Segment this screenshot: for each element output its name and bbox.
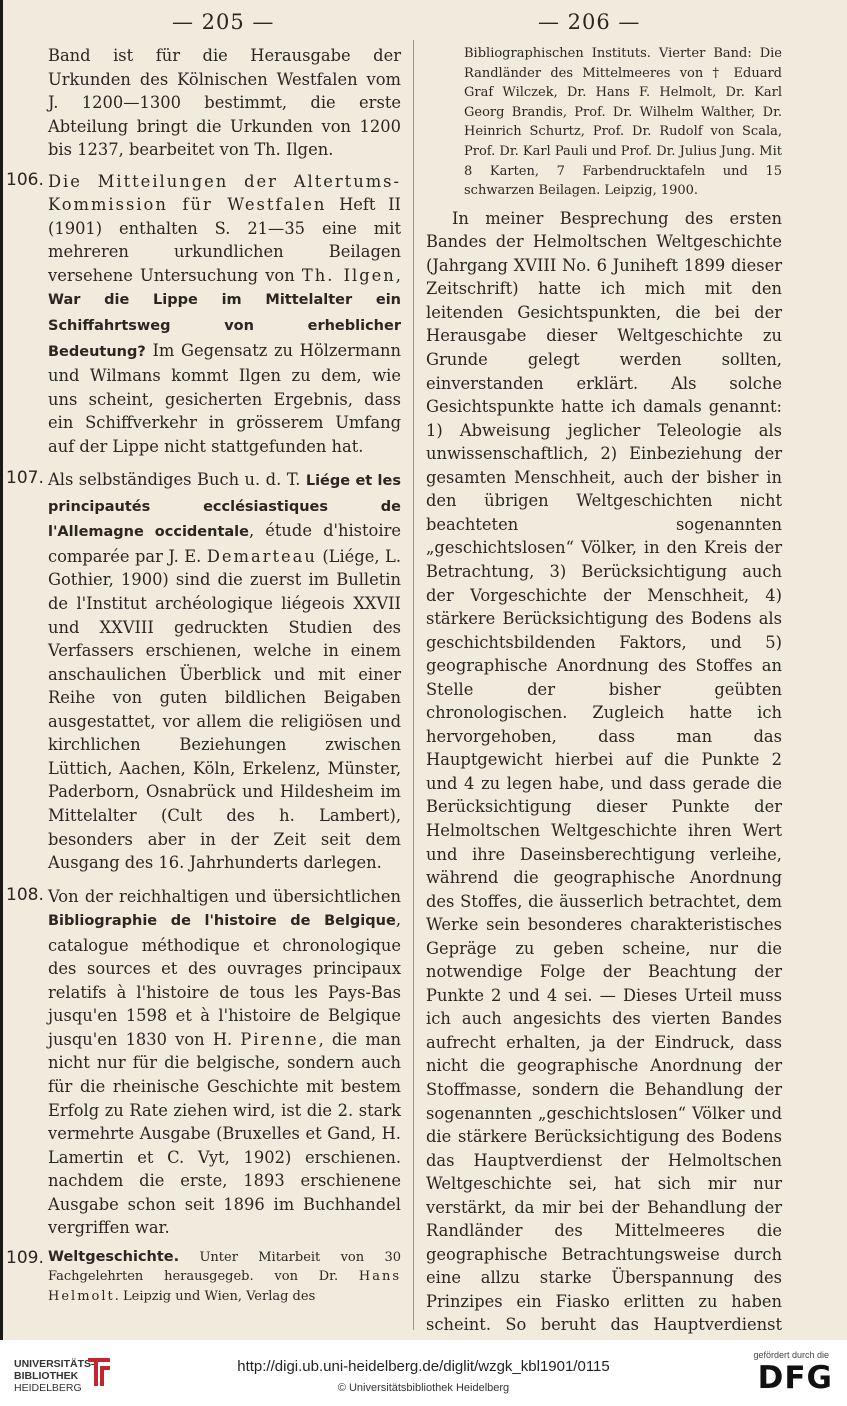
- funding-note: gefördert durch die: [753, 1350, 829, 1360]
- entry-107: [6, 468, 402, 874]
- entry-106: [6, 169, 401, 459]
- dfg-logo: DFG: [757, 1360, 833, 1396]
- entry-text: Als selbständiges Buch u. d. T. Liége et les principautés ecclésiastiques de l'Allemagne occidentale, étude d'histoire comparée par J. E. Demarteau (Liége, L. Gothier, 1900) sind die zuerst im Bulletin de l'Institut archéologique liégeois XXVII und XXVIII gedruckten Studien des Verfassers erschienen, welche in einem anschaulichen Überblick und mit einer Reihe von guten bildlichen Beigaben ausgestattet, vor allem die religiösen und kirchlichen Beziehungen zwischen Lüttich, Aachen, Köln, Erkelenz, Münster, Paderborn, Osnabrück und Hildesheim im Mittelalter (Cult des h. Lambert), besonders aber in der Zeit seit dem Ausgang des 16. Jahrhunderts darlegen.: [48, 470, 402, 873]
- entry-number: 107.: [6, 468, 44, 489]
- column-divider: [413, 40, 414, 1330]
- bibliographic-note: Bibliographischen Instituts. Vierter Band: Die Randländer des Mittelmeeres von † Eduard Graf Wilczek, Dr. Hans F. Helmolt, Dr. Karl Georg Brandis, Prof. Dr. Wilhelm Walther, Dr. Heinrich Schurtz, Prof. Dr. Rudolf von Scala, Prof. Dr. Karl Pauli und Prof. Dr. Julius Jung. Mit 8 Karten, 7 Farbendrucktafeln und 15 schwarzen Beilagen. Leipzig, 1900.: [464, 46, 782, 199]
- page-number-left: — 205 —: [172, 10, 275, 34]
- left-column: [6, 44, 402, 1307]
- entry-number: 106.: [6, 169, 44, 190]
- copyright-notice: © Universitätsbibliothek Heidelberg: [337, 1382, 510, 1394]
- entry-text: Von der reichhaltigen und übersichtlichen Bibliographie de l'histoire de Belgique, catalogue méthodique et chronologique des sources et des ouvrages principaux relatifs à l'histoire de tous les Pays-Bas jusqu'en 1598 et à l'histoire de Belgique jusqu'en 1830 von H. Pirenne, die man nicht nur für die belgische, sondern auch für die rheinische Geschichte mit bestem Erfolg zu Rate ziehen wird, ist die 2. stark vermehrte Ausgabe (Bruxelles et Gand, H. Lamertin et C. Vyt, 1902) erschienen. nachdem die erste, 1893 erschienene Ausgabe schon seit 1896 im Buchhandel vergriffen war.: [48, 886, 401, 1238]
- entry-text: Die Mitteilungen der Altertums-Kommission für Westfalen Heft II (1901) enthalten S. 21—35 eine mit mehreren urkundlichen Beilagen versehene Untersuchung von Th. Ilgen, War die Lippe im Mittelalter ein Schiffahrtsweg von erheblicher Bedeutung? Im Gegensatz zu Hölzermann und Wilmans kommt Ilgen zu dem, wie uns scheint, gesicherten Ergebnis, dass ein Schiffverkehr in grösserem Umfang auf der Lippe nicht stattgefunden hat.: [48, 171, 401, 456]
- entry-number: 109.: [6, 1247, 44, 1268]
- review-paragraph: In meiner Besprechung des ersten Bandes der Helmoltschen Weltgeschichte (Jahrgang XVIII No. 6 Juniheft 1899 dieser Zeitschrift) hatte ich mich mit den leitenden Gesichtspunkten, die bei der Herausgabe dieser Weltgeschichte zu Grunde gelegt werden sollten, einverstanden erklärt. Als solche Gesichtspunkte hatte ich damals genannt: 1) Abweisung jeglicher Teleologie als unwissenschaftlich, 2) Einbeziehung der gesamten Menschheit, auch der bisher in den übrigen Weltgeschichten nicht beachteten sogenannten „geschichtslosen“ Völker, in den Kreis der Betrachtung, 3) Berücksichtigung auch der Vorgeschichte der Menschheit, 4) stärkere Berücksichtigung des Bodens als geschichtsbildenden Faktors, und 5) geographische Anordnung des Stoffes an Stelle der bisher geübten chronologischen. Zugleich hatte ich hervorgehoben, dass man das Hauptgewicht hierbei auf die Punkte 2 und 4 zu legen habe, und dass gerade die Berücksichtigung dieser Punkte der Helmoltschen Weltgeschichte ihren Wert und ihre Daseinsberechtigung verleihe, während die geographische Anordnung des Stoffes, die äusserlich betrachtet, dem Werke sein besonderes charakteristisches Gepräge zu geben scheine, nur die notwendige Folge der Beachtung der Punkte 2 und 4 sei. — Dieses Urteil muss ich auch angesichts des vierten Bandes aufrecht erhalten, ja der Eindruck, dass nicht die geographische Anordnung der Stoffmasse, sondern die Behandlung der sogenannten „geschichtslosen“ Völker und die stärkere Berücksichtigung des Bodens das Hauptverdienst der Helmoltschen Weltgeschichte sei, hat sich mir nur verstärkt, da mir bei der Behandlung der Randländer des Mittelmeeres die geographische Betrachtungsweise durch eine allzu starke Überspannung des Prinzipes ein Fiasko erlitten zu haben scheint. So beruht das Hauptverdienst: [426, 208, 782, 1335]
- entry-text: Weltgeschichte. Unter Mitarbeit von 30 Fachgelehrten herausgegeb. von Dr. Hans Helmolt. Leipzig und Wien, Verlag des: [48, 1248, 401, 1304]
- right-column: [426, 44, 782, 1361]
- viewer-footer: [0, 1340, 847, 1406]
- library-name: UNIVERSITÄTS- BIBLIOTHEK HEIDELBERG: [14, 1358, 95, 1394]
- entry-109: [6, 1247, 401, 1307]
- entry-number: 108.: [6, 884, 44, 905]
- entry-108: [6, 884, 401, 1240]
- scan-edge: [0, 0, 3, 1340]
- intro-paragraph: Band ist für die Herausgabe der Urkunden des Kölnischen Westfalen vom J. 1200—1300 bestimmt, die erste Abteilung bringt die Urkunden von 1200 bis 1237, bearbeitet von Th. Ilgen.: [48, 46, 401, 160]
- page-number-right: — 206 —: [538, 10, 641, 34]
- permalink-url[interactable]: http://digi.ub.uni-heidelberg.de/diglit/wzgk_kbl1901/0115: [237, 1358, 610, 1375]
